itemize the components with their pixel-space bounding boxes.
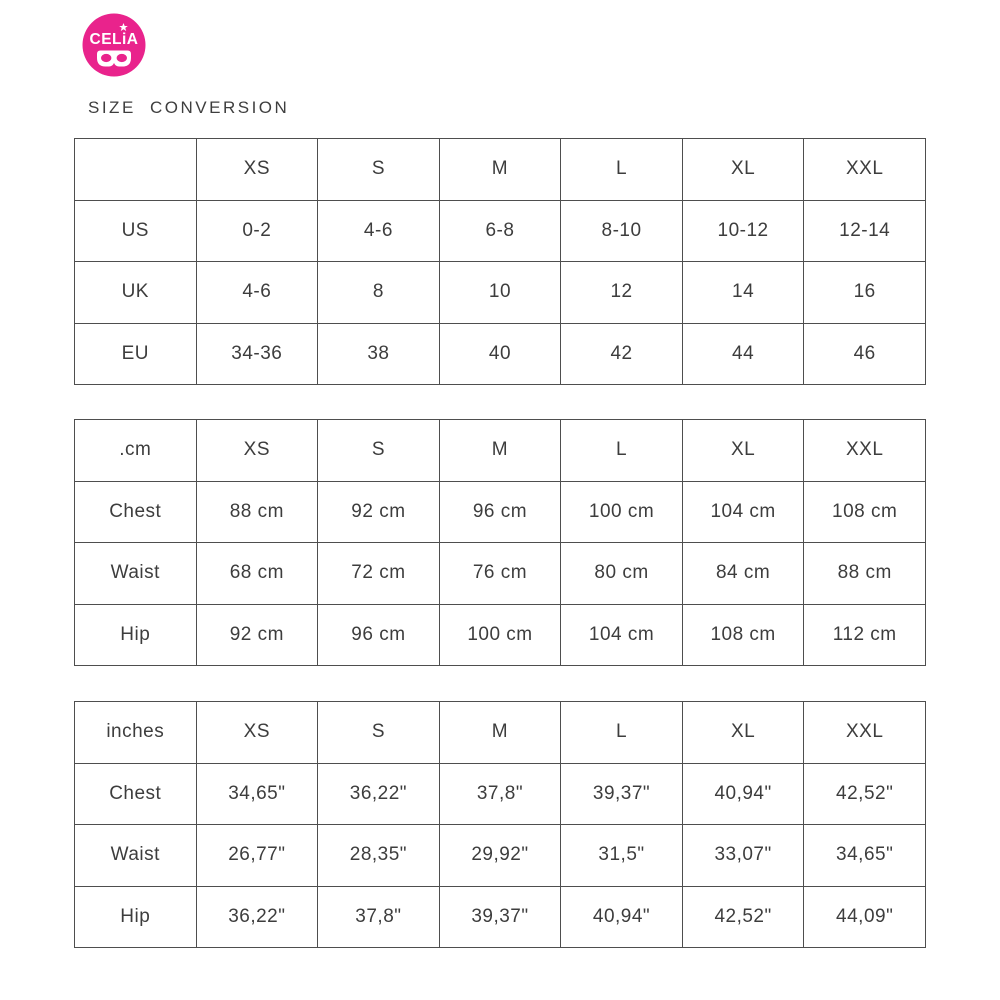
value-cell: 14 xyxy=(682,262,804,324)
value-cell: 88 cm xyxy=(804,543,926,605)
table-row xyxy=(75,543,926,605)
size-header-cell: XS xyxy=(196,420,318,482)
value-cell: 36,22" xyxy=(318,763,440,825)
size-header-cell: L xyxy=(561,420,683,482)
table-header-row xyxy=(75,702,926,764)
size-header-cell: XL xyxy=(682,420,804,482)
row-label-cell: Waist xyxy=(75,825,197,887)
value-cell: 4-6 xyxy=(318,200,440,262)
size-header-cell: M xyxy=(439,420,561,482)
value-cell: 44,09" xyxy=(804,886,926,948)
unit-label-cell xyxy=(75,139,197,201)
value-cell: 8 xyxy=(318,262,440,324)
size-header-cell: L xyxy=(561,139,683,201)
value-cell: 31,5" xyxy=(561,825,683,887)
value-cell: 80 cm xyxy=(561,543,683,605)
svg-text:CELiA: CELiA xyxy=(89,31,139,48)
size-header-cell: XXL xyxy=(804,702,926,764)
row-label-cell: UK xyxy=(75,262,197,324)
table-header-row xyxy=(75,139,926,201)
value-cell: 34,65" xyxy=(196,763,318,825)
row-label-cell: EU xyxy=(75,323,197,385)
value-cell: 36,22" xyxy=(196,886,318,948)
value-cell: 33,07" xyxy=(682,825,804,887)
row-label-cell: Hip xyxy=(75,604,197,666)
value-cell: 42,52" xyxy=(804,763,926,825)
size-header-cell: XL xyxy=(682,702,804,764)
page-title: SIZE CONVERSION xyxy=(88,98,290,117)
table-row xyxy=(75,481,926,543)
measurements-cm-table xyxy=(74,419,926,666)
size-header-cell: XXL xyxy=(804,420,926,482)
value-cell: 40,94" xyxy=(561,886,683,948)
value-cell: 40,94" xyxy=(682,763,804,825)
table-header-row xyxy=(75,420,926,482)
size-header-cell: XS xyxy=(196,139,318,201)
value-cell: 12 xyxy=(561,262,683,324)
measurements-inches-table xyxy=(74,701,926,948)
row-label-cell: Waist xyxy=(75,543,197,605)
value-cell: 42,52" xyxy=(682,886,804,948)
value-cell: 39,37" xyxy=(439,886,561,948)
unit-label-cell: .cm xyxy=(75,420,197,482)
value-cell: 46 xyxy=(804,323,926,385)
row-label-cell: Chest xyxy=(75,481,197,543)
table-row xyxy=(75,604,926,666)
value-cell: 88 cm xyxy=(196,481,318,543)
table-row xyxy=(75,323,926,385)
value-cell: 6-8 xyxy=(439,200,561,262)
value-cell: 68 cm xyxy=(196,543,318,605)
row-label-cell: Chest xyxy=(75,763,197,825)
table-row xyxy=(75,763,926,825)
value-cell: 34-36 xyxy=(196,323,318,385)
size-header-cell: XXL xyxy=(804,139,926,201)
celia-mask-icon xyxy=(82,13,146,77)
value-cell: 108 cm xyxy=(682,604,804,666)
value-cell: 10-12 xyxy=(682,200,804,262)
value-cell: 108 cm xyxy=(804,481,926,543)
size-header-cell: M xyxy=(439,139,561,201)
unit-label-cell: inches xyxy=(75,702,197,764)
value-cell: 112 cm xyxy=(804,604,926,666)
value-cell: 16 xyxy=(804,262,926,324)
value-cell: 42 xyxy=(561,323,683,385)
value-cell: 92 cm xyxy=(318,481,440,543)
value-cell: 28,35" xyxy=(318,825,440,887)
size-header-cell: S xyxy=(318,420,440,482)
table-row xyxy=(75,825,926,887)
value-cell: 26,77" xyxy=(196,825,318,887)
value-cell: 44 xyxy=(682,323,804,385)
value-cell: 104 cm xyxy=(682,481,804,543)
value-cell: 4-6 xyxy=(196,262,318,324)
size-header-cell: L xyxy=(561,702,683,764)
value-cell: 40 xyxy=(439,323,561,385)
value-cell: 100 cm xyxy=(439,604,561,666)
value-cell: 12-14 xyxy=(804,200,926,262)
value-cell: 72 cm xyxy=(318,543,440,605)
value-cell: 38 xyxy=(318,323,440,385)
value-cell: 34,65" xyxy=(804,825,926,887)
table-row xyxy=(75,886,926,948)
value-cell: 10 xyxy=(439,262,561,324)
value-cell: 92 cm xyxy=(196,604,318,666)
value-cell: 37,8" xyxy=(439,763,561,825)
size-header-cell: S xyxy=(318,702,440,764)
value-cell: 0-2 xyxy=(196,200,318,262)
value-cell: 76 cm xyxy=(439,543,561,605)
size-header-cell: XS xyxy=(196,702,318,764)
size-conversion-table xyxy=(74,138,926,385)
size-header-cell: S xyxy=(318,139,440,201)
value-cell: 100 cm xyxy=(561,481,683,543)
value-cell: 39,37" xyxy=(561,763,683,825)
celia-brand-logo xyxy=(82,13,146,77)
value-cell: 96 cm xyxy=(318,604,440,666)
table-row xyxy=(75,200,926,262)
table-row xyxy=(75,262,926,324)
value-cell: 104 cm xyxy=(561,604,683,666)
size-header-cell: M xyxy=(439,702,561,764)
value-cell: 37,8" xyxy=(318,886,440,948)
row-label-cell: Hip xyxy=(75,886,197,948)
value-cell: 29,92" xyxy=(439,825,561,887)
size-header-cell: XL xyxy=(682,139,804,201)
row-label-cell: US xyxy=(75,200,197,262)
value-cell: 8-10 xyxy=(561,200,683,262)
value-cell: 84 cm xyxy=(682,543,804,605)
value-cell: 96 cm xyxy=(439,481,561,543)
